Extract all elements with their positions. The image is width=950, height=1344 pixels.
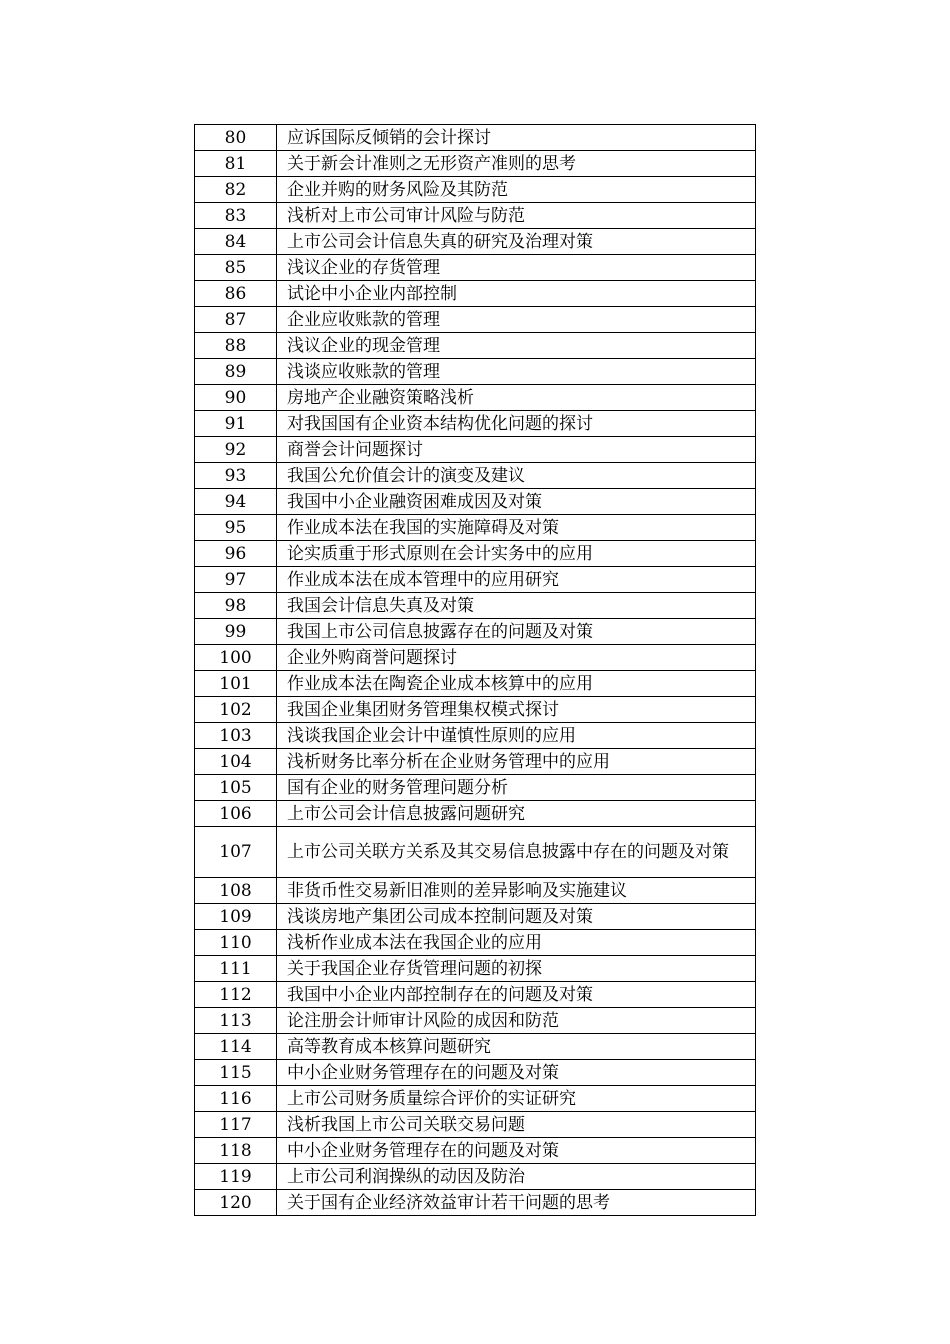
topic-title: 我国中小企业融资困难成因及对策 xyxy=(277,489,756,515)
table-row xyxy=(195,1008,756,1034)
topic-number: 102 xyxy=(195,697,277,723)
topic-number: 100 xyxy=(195,645,277,671)
table-row xyxy=(195,1086,756,1112)
topic-number: 106 xyxy=(195,801,277,827)
topic-number: 107 xyxy=(195,827,277,878)
topic-title: 关于新会计准则之无形资产准则的思考 xyxy=(277,151,756,177)
table-row xyxy=(195,930,756,956)
topic-title: 对我国国有企业资本结构优化问题的探讨 xyxy=(277,411,756,437)
topic-title: 我国上市公司信息披露存在的问题及对策 xyxy=(277,619,756,645)
table-row xyxy=(195,775,756,801)
topic-table-body xyxy=(195,125,756,1216)
topic-number: 87 xyxy=(195,307,277,333)
table-row xyxy=(195,697,756,723)
table-row xyxy=(195,437,756,463)
topic-number: 97 xyxy=(195,567,277,593)
topic-number: 118 xyxy=(195,1138,277,1164)
topic-number: 117 xyxy=(195,1112,277,1138)
topic-title: 国有企业的财务管理问题分析 xyxy=(277,775,756,801)
topic-number: 109 xyxy=(195,904,277,930)
topic-number: 94 xyxy=(195,489,277,515)
table-row xyxy=(195,385,756,411)
table-row xyxy=(195,593,756,619)
table-row xyxy=(195,255,756,281)
topic-title: 作业成本法在陶瓷企业成本核算中的应用 xyxy=(277,671,756,697)
table-row xyxy=(195,671,756,697)
table-row xyxy=(195,307,756,333)
topic-title: 企业外购商誉问题探讨 xyxy=(277,645,756,671)
table-row xyxy=(195,801,756,827)
table-row xyxy=(195,515,756,541)
table-row xyxy=(195,645,756,671)
topic-title: 我国中小企业内部控制存在的问题及对策 xyxy=(277,982,756,1008)
topic-number: 80 xyxy=(195,125,277,151)
topic-title: 浅析对上市公司审计风险与防范 xyxy=(277,203,756,229)
topic-title: 商誉会计问题探讨 xyxy=(277,437,756,463)
topic-title: 论实质重于形式原则在会计实务中的应用 xyxy=(277,541,756,567)
topic-title: 浅析财务比率分析在企业财务管理中的应用 xyxy=(277,749,756,775)
table-row xyxy=(195,177,756,203)
topic-title: 中小企业财务管理存在的问题及对策 xyxy=(277,1060,756,1086)
table-row xyxy=(195,956,756,982)
table-row xyxy=(195,203,756,229)
table-row xyxy=(195,1060,756,1086)
table-row xyxy=(195,904,756,930)
topic-number: 119 xyxy=(195,1164,277,1190)
topic-number: 113 xyxy=(195,1008,277,1034)
topic-title: 我国公允价值会计的演变及建议 xyxy=(277,463,756,489)
table-row xyxy=(195,749,756,775)
table-row xyxy=(195,827,756,878)
topic-number: 90 xyxy=(195,385,277,411)
topic-title: 论注册会计师审计风险的成因和防范 xyxy=(277,1008,756,1034)
topic-number: 108 xyxy=(195,878,277,904)
topic-title: 上市公司关联方关系及其交易信息披露中存在的问题及对策 xyxy=(277,827,756,878)
topic-title: 浅谈应收账款的管理 xyxy=(277,359,756,385)
topic-number: 104 xyxy=(195,749,277,775)
topic-title: 中小企业财务管理存在的问题及对策 xyxy=(277,1138,756,1164)
table-row xyxy=(195,1190,756,1216)
table-row xyxy=(195,541,756,567)
topic-number: 114 xyxy=(195,1034,277,1060)
table-row xyxy=(195,281,756,307)
topic-table xyxy=(194,124,756,1216)
topic-title: 企业并购的财务风险及其防范 xyxy=(277,177,756,203)
topic-number: 112 xyxy=(195,982,277,1008)
topic-title: 上市公司财务质量综合评价的实证研究 xyxy=(277,1086,756,1112)
topic-number: 95 xyxy=(195,515,277,541)
table-row xyxy=(195,619,756,645)
topic-title: 浅议企业的存货管理 xyxy=(277,255,756,281)
topic-title: 我国会计信息失真及对策 xyxy=(277,593,756,619)
topic-number: 82 xyxy=(195,177,277,203)
table-row xyxy=(195,982,756,1008)
table-row xyxy=(195,411,756,437)
topic-number: 81 xyxy=(195,151,277,177)
topic-number: 115 xyxy=(195,1060,277,1086)
topic-number: 111 xyxy=(195,956,277,982)
topic-number: 89 xyxy=(195,359,277,385)
table-row xyxy=(195,463,756,489)
topic-title: 上市公司会计信息失真的研究及治理对策 xyxy=(277,229,756,255)
topic-title: 非货币性交易新旧准则的差异影响及实施建议 xyxy=(277,878,756,904)
table-row xyxy=(195,489,756,515)
table-row xyxy=(195,333,756,359)
table-row xyxy=(195,359,756,385)
topic-number: 84 xyxy=(195,229,277,255)
topic-title: 浅谈我国企业会计中谨慎性原则的应用 xyxy=(277,723,756,749)
topic-title: 高等教育成本核算问题研究 xyxy=(277,1034,756,1060)
table-row xyxy=(195,1138,756,1164)
table-row xyxy=(195,1112,756,1138)
topic-title: 浅析作业成本法在我国企业的应用 xyxy=(277,930,756,956)
table-row xyxy=(195,125,756,151)
table-row xyxy=(195,229,756,255)
topic-title: 作业成本法在我国的实施障碍及对策 xyxy=(277,515,756,541)
topic-number: 96 xyxy=(195,541,277,567)
topic-number: 98 xyxy=(195,593,277,619)
topic-number: 93 xyxy=(195,463,277,489)
topic-number: 116 xyxy=(195,1086,277,1112)
topic-title: 我国企业集团财务管理集权模式探讨 xyxy=(277,697,756,723)
topic-title: 浅谈房地产集团公司成本控制问题及对策 xyxy=(277,904,756,930)
table-row xyxy=(195,723,756,749)
topic-title: 上市公司会计信息披露问题研究 xyxy=(277,801,756,827)
topic-number: 92 xyxy=(195,437,277,463)
topic-title: 浅议企业的现金管理 xyxy=(277,333,756,359)
topic-number: 91 xyxy=(195,411,277,437)
topic-number: 83 xyxy=(195,203,277,229)
topic-number: 85 xyxy=(195,255,277,281)
topic-number: 99 xyxy=(195,619,277,645)
topic-number: 103 xyxy=(195,723,277,749)
topic-title: 浅析我国上市公司关联交易问题 xyxy=(277,1112,756,1138)
topic-title: 企业应收账款的管理 xyxy=(277,307,756,333)
table-row xyxy=(195,1034,756,1060)
table-row xyxy=(195,151,756,177)
topic-title: 关于国有企业经济效益审计若干问题的思考 xyxy=(277,1190,756,1216)
topic-title: 试论中小企业内部控制 xyxy=(277,281,756,307)
topic-title: 作业成本法在成本管理中的应用研究 xyxy=(277,567,756,593)
topic-number: 110 xyxy=(195,930,277,956)
topic-title: 应诉国际反倾销的会计探讨 xyxy=(277,125,756,151)
topic-title: 上市公司利润操纵的动因及防治 xyxy=(277,1164,756,1190)
topic-number: 88 xyxy=(195,333,277,359)
topic-title: 房地产企业融资策略浅析 xyxy=(277,385,756,411)
topic-number: 120 xyxy=(195,1190,277,1216)
topic-number: 101 xyxy=(195,671,277,697)
table-row xyxy=(195,1164,756,1190)
table-row xyxy=(195,878,756,904)
topic-number: 105 xyxy=(195,775,277,801)
topic-title: 关于我国企业存货管理问题的初探 xyxy=(277,956,756,982)
topic-number: 86 xyxy=(195,281,277,307)
table-row xyxy=(195,567,756,593)
